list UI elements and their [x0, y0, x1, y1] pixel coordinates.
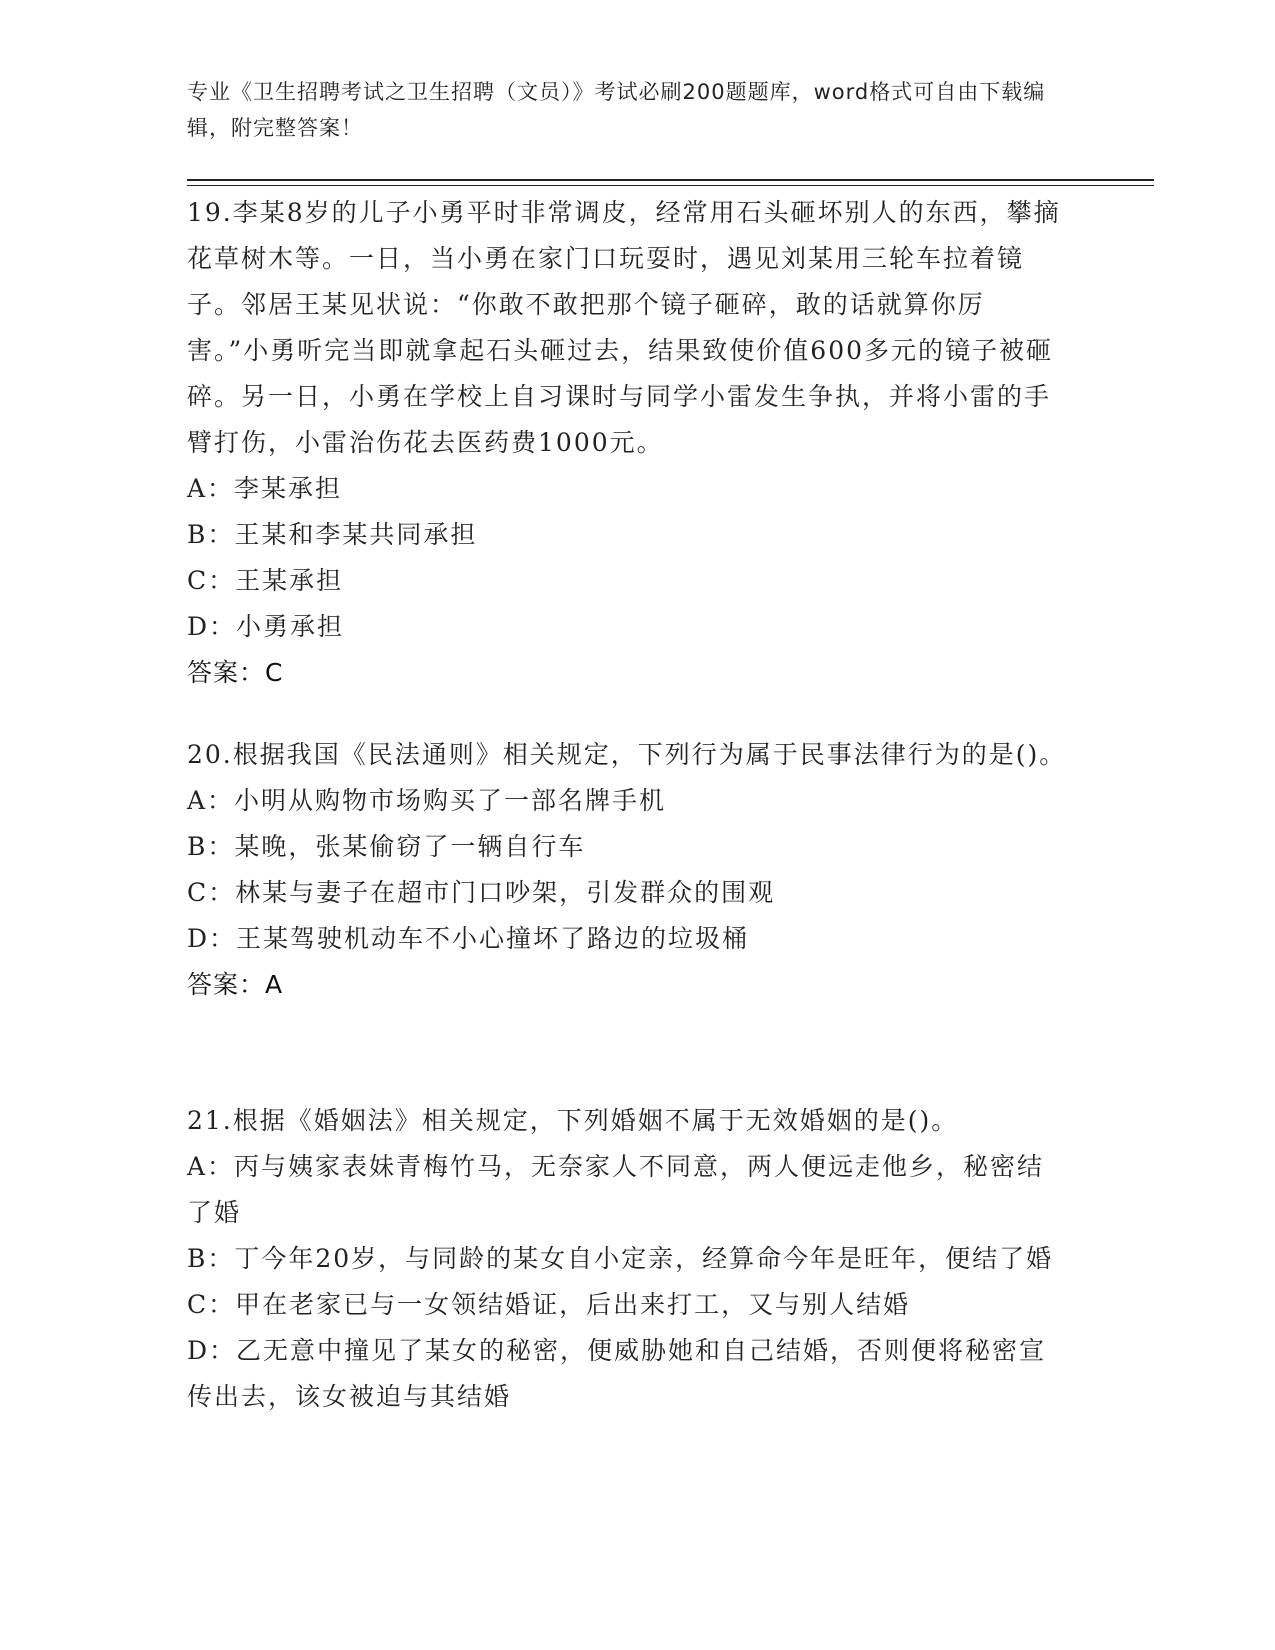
option-c: C：甲在老家已与一女领结婚证，后出来打工，又与别人结婚: [187, 1290, 911, 1319]
header-rule-thin: [187, 185, 1154, 186]
option-d: D：乙无意中撞见了某女的秘密，便威胁她和自己结婚，否则便将秘密宣传出去，该女被迫与其结婚: [187, 1336, 1047, 1411]
option-b: B：丁今年20岁，与同龄的某女自小定亲，经算命今年是旺年，便结了婚: [187, 1244, 1054, 1273]
question-19: [187, 190, 1067, 696]
question-stem: 20.根据我国《民法通则》相关规定，下列行为属于民事法律行为的是()。: [187, 740, 1067, 769]
option-b: B：某晚，张某偷窃了一辆自行车: [187, 832, 586, 861]
option-a: A：小明从购物市场购买了一部名牌手机: [187, 786, 667, 815]
option-a: A：李某承担: [187, 474, 343, 503]
document-header: 专业《卫生招聘考试之卫生招聘（文员）》考试必刷200题题库，word格式可自由下载编辑，附完整答案！: [187, 80, 1046, 140]
option-a: A：丙与姨家表妹青梅竹马，无奈家人不同意，两人便远走他乡，秘密结了婚: [187, 1152, 1045, 1227]
option-b: B：王某和李某共同承担: [187, 520, 478, 549]
option-c: C：王某承担: [187, 566, 344, 595]
option-d: D：王某驾驶机动车不小心撞坏了路边的垃圾桶: [187, 924, 750, 953]
question-20: [187, 732, 1067, 1008]
question-stem: 19.李某8岁的儿子小勇平时非常调皮，经常用石头砸坏别人的东西，攀摘花草树木等。一日，当小勇在家门口玩耍时，遇见刘某用三轮车拉着镜子。邻居王某见状说：“你敢不敢把那个镜子砸碎，敢的话就算你厉害。”小勇听完当即就拿起石头砸过去，结果致使价值600多元的镜子被砸碎。另一日，小勇在学校上自习课时与同学小雷发生争执，并将小雷的手臂打伤，小雷治伤花去医药费1000元。: [187, 198, 1061, 457]
question-21: [187, 1098, 1067, 1420]
answer-line: 答案：C: [187, 658, 284, 687]
option-c: C：林某与妻子在超市门口吵架，引发群众的围观: [187, 878, 776, 907]
question-stem: 21.根据《婚姻法》相关规定，下列婚姻不属于无效婚姻的是()。: [187, 1106, 959, 1135]
option-d: D：小勇承担: [187, 612, 345, 641]
header-rule-thick: [187, 179, 1154, 181]
answer-line: 答案：A: [187, 970, 284, 999]
